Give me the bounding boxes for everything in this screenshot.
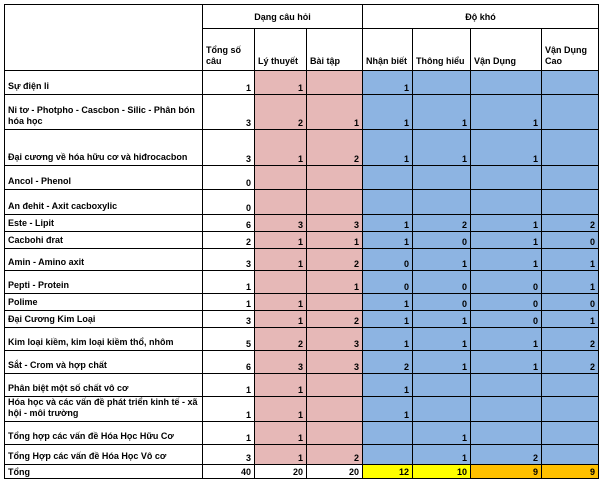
- row-topic-name: Phân biệt một số chất vô cơ: [5, 374, 203, 397]
- cell-bai-tap: 3: [307, 215, 363, 232]
- cell-tong: 1: [203, 422, 255, 445]
- cell-ly-thuyet: [255, 190, 307, 215]
- cell-ly-thuyet: [255, 166, 307, 190]
- cell-van-dung-cao: 1: [542, 311, 599, 328]
- header-empty-cell: [5, 5, 203, 71]
- header-dang-cau-hoi: Dạng câu hỏi: [203, 5, 363, 29]
- cell-thong-hieu: 1: [413, 445, 471, 465]
- header-do-kho: Độ khó: [363, 5, 599, 29]
- cell-tong: 2: [203, 232, 255, 249]
- cell-ly-thuyet: 2: [255, 328, 307, 351]
- table-row: [5, 351, 599, 374]
- table-row: [5, 294, 599, 311]
- row-topic-name: Đại Cương Kim Loại: [5, 311, 203, 328]
- cell-bai-tap: 1: [307, 95, 363, 130]
- cell-van-dung-cao: [542, 397, 599, 422]
- cell-thong-hieu: [413, 397, 471, 422]
- header-group-row: [5, 5, 599, 29]
- cell-nhan-biet: 1: [363, 95, 413, 130]
- cell-van-dung: 1: [471, 249, 542, 271]
- row-topic-name: Tổng Hợp các vấn đề Hóa Học Vô cơ: [5, 445, 203, 465]
- cell-van-dung: 0: [471, 294, 542, 311]
- cell-nhan-biet: 1: [363, 232, 413, 249]
- total-label: Tổng: [5, 465, 203, 479]
- table-row: [5, 328, 599, 351]
- cell-nhan-biet: 1: [363, 311, 413, 328]
- cell-van-dung: [471, 397, 542, 422]
- cell-ly-thuyet: 1: [255, 397, 307, 422]
- row-topic-name: Polime: [5, 294, 203, 311]
- cell-van-dung: 1: [471, 232, 542, 249]
- cell-nhan-biet: 0: [363, 249, 413, 271]
- cell-tong: 1: [203, 294, 255, 311]
- cell-ly-thuyet: 3: [255, 351, 307, 374]
- col-header-van-dung-cao: Vận Dụng Cao: [542, 29, 599, 71]
- cell-thong-hieu: 1: [413, 311, 471, 328]
- table-row: [5, 374, 599, 397]
- row-topic-name: Sắt - Crom và hợp chất: [5, 351, 203, 374]
- cell-ly-thuyet: 3: [255, 215, 307, 232]
- col-header-tong-so-cau: Tổng số câu: [203, 29, 255, 71]
- cell-van-dung-cao: 2: [542, 215, 599, 232]
- cell-bai-tap: 2: [307, 311, 363, 328]
- total-cell-van-dung: 9: [471, 465, 542, 479]
- cell-thong-hieu: 1: [413, 328, 471, 351]
- total-cell-bai-tap: 20: [307, 465, 363, 479]
- cell-nhan-biet: 1: [363, 328, 413, 351]
- total-cell-tong: 40: [203, 465, 255, 479]
- cell-nhan-biet: 1: [363, 374, 413, 397]
- cell-van-dung: 1: [471, 130, 542, 166]
- cell-van-dung: [471, 422, 542, 445]
- cell-thong-hieu: 1: [413, 351, 471, 374]
- cell-tong: 1: [203, 397, 255, 422]
- cell-van-dung: [471, 374, 542, 397]
- cell-tong: 3: [203, 249, 255, 271]
- cell-ly-thuyet: 1: [255, 232, 307, 249]
- table-row: [5, 71, 599, 95]
- cell-tong: 3: [203, 445, 255, 465]
- row-topic-name: Ni tơ - Photpho - Cascbon - Silic - Phân bón hóa học: [5, 95, 203, 130]
- cell-bai-tap: 2: [307, 445, 363, 465]
- cell-ly-thuyet: [255, 271, 307, 294]
- cell-van-dung: 2: [471, 445, 542, 465]
- cell-bai-tap: 1: [307, 232, 363, 249]
- total-row: [5, 465, 599, 479]
- cell-bai-tap: [307, 166, 363, 190]
- cell-nhan-biet: 1: [363, 397, 413, 422]
- cell-thong-hieu: 1: [413, 130, 471, 166]
- cell-van-dung-cao: 2: [542, 328, 599, 351]
- row-topic-name: Đại cương về hóa hữu cơ và hiđrocacbon: [5, 130, 203, 166]
- cell-nhan-biet: 1: [363, 71, 413, 95]
- total-cell-nhan-biet: 12: [363, 465, 413, 479]
- col-header-bai-tap: Bài tập: [307, 29, 363, 71]
- cell-van-dung: 1: [471, 351, 542, 374]
- cell-tong: 1: [203, 71, 255, 95]
- cell-thong-hieu: 0: [413, 271, 471, 294]
- cell-thong-hieu: 1: [413, 422, 471, 445]
- cell-van-dung: 1: [471, 215, 542, 232]
- row-topic-name: Tổng hợp các vấn đề Hóa Học Hữu Cơ: [5, 422, 203, 445]
- table-row: [5, 422, 599, 445]
- table-row: [5, 249, 599, 271]
- cell-van-dung-cao: 0: [542, 232, 599, 249]
- cell-van-dung: 0: [471, 271, 542, 294]
- total-cell-thong-hieu: 10: [413, 465, 471, 479]
- cell-ly-thuyet: 1: [255, 71, 307, 95]
- cell-tong: 5: [203, 328, 255, 351]
- cell-nhan-biet: 1: [363, 215, 413, 232]
- cell-tong: 0: [203, 166, 255, 190]
- cell-bai-tap: [307, 374, 363, 397]
- col-header-nhan-biet: Nhận biết: [363, 29, 413, 71]
- cell-bai-tap: [307, 294, 363, 311]
- cell-nhan-biet: 0: [363, 271, 413, 294]
- cell-van-dung-cao: [542, 445, 599, 465]
- cell-van-dung-cao: 1: [542, 271, 599, 294]
- col-header-van-dung: Vận Dụng: [471, 29, 542, 71]
- cell-nhan-biet: [363, 166, 413, 190]
- cell-van-dung-cao: [542, 166, 599, 190]
- cell-thong-hieu: 0: [413, 294, 471, 311]
- cell-van-dung-cao: [542, 374, 599, 397]
- row-topic-name: An đehit - Axit cacboxylic: [5, 190, 203, 215]
- cell-nhan-biet: [363, 422, 413, 445]
- cell-tong: 6: [203, 351, 255, 374]
- cell-tong: 3: [203, 95, 255, 130]
- table-row: [5, 445, 599, 465]
- cell-thong-hieu: [413, 166, 471, 190]
- cell-van-dung-cao: [542, 95, 599, 130]
- cell-thong-hieu: [413, 374, 471, 397]
- row-topic-name: Pepti - Protein: [5, 271, 203, 294]
- row-topic-name: Hóa học và các vấn đề phát triển kinh tế - xã hội - môi trường: [5, 397, 203, 422]
- row-topic-name: Ancol - Phenol: [5, 166, 203, 190]
- row-topic-name: Este - Lipit: [5, 215, 203, 232]
- table-row: [5, 95, 599, 130]
- cell-ly-thuyet: 2: [255, 95, 307, 130]
- table-row: [5, 130, 599, 166]
- cell-van-dung-cao: 1: [542, 249, 599, 271]
- cell-bai-tap: [307, 190, 363, 215]
- row-topic-name: Cacbohi đrat: [5, 232, 203, 249]
- cell-van-dung: [471, 166, 542, 190]
- cell-ly-thuyet: 1: [255, 374, 307, 397]
- cell-tong: 1: [203, 374, 255, 397]
- cell-van-dung: [471, 190, 542, 215]
- cell-van-dung: [471, 71, 542, 95]
- cell-bai-tap: [307, 397, 363, 422]
- cell-bai-tap: [307, 71, 363, 95]
- cell-van-dung: 1: [471, 328, 542, 351]
- row-topic-name: Kim loại kiềm, kim loại kiềm thổ, nhôm: [5, 328, 203, 351]
- table-row: [5, 271, 599, 294]
- table-row: [5, 311, 599, 328]
- cell-van-dung-cao: 2: [542, 351, 599, 374]
- cell-van-dung-cao: [542, 71, 599, 95]
- cell-thong-hieu: 1: [413, 95, 471, 130]
- cell-ly-thuyet: 1: [255, 445, 307, 465]
- chemistry-matrix-table: [4, 4, 599, 479]
- cell-bai-tap: 2: [307, 249, 363, 271]
- cell-nhan-biet: [363, 190, 413, 215]
- table-row: [5, 166, 599, 190]
- table-row: [5, 190, 599, 215]
- cell-bai-tap: [307, 422, 363, 445]
- table-row: [5, 397, 599, 422]
- cell-ly-thuyet: 1: [255, 422, 307, 445]
- cell-bai-tap: 1: [307, 271, 363, 294]
- col-header-thong-hieu: Thông hiểu: [413, 29, 471, 71]
- cell-thong-hieu: [413, 190, 471, 215]
- cell-ly-thuyet: 1: [255, 294, 307, 311]
- cell-ly-thuyet: 1: [255, 311, 307, 328]
- cell-van-dung: 0: [471, 311, 542, 328]
- cell-thong-hieu: [413, 71, 471, 95]
- row-topic-name: Amin - Amino axit: [5, 249, 203, 271]
- cell-van-dung-cao: [542, 130, 599, 166]
- cell-thong-hieu: 0: [413, 232, 471, 249]
- cell-tong: 3: [203, 311, 255, 328]
- cell-tong: 3: [203, 130, 255, 166]
- cell-thong-hieu: 2: [413, 215, 471, 232]
- cell-tong: 1: [203, 271, 255, 294]
- cell-van-dung-cao: [542, 422, 599, 445]
- cell-ly-thuyet: 1: [255, 130, 307, 166]
- table-row: [5, 215, 599, 232]
- cell-nhan-biet: 1: [363, 130, 413, 166]
- cell-tong: 0: [203, 190, 255, 215]
- cell-van-dung: 1: [471, 95, 542, 130]
- total-cell-van-dung-cao: 9: [542, 465, 599, 479]
- cell-bai-tap: 2: [307, 130, 363, 166]
- table-row: [5, 232, 599, 249]
- row-topic-name: Sự điện li: [5, 71, 203, 95]
- cell-tong: 6: [203, 215, 255, 232]
- cell-ly-thuyet: 1: [255, 249, 307, 271]
- cell-nhan-biet: [363, 445, 413, 465]
- cell-bai-tap: 3: [307, 328, 363, 351]
- total-cell-ly-thuyet: 20: [255, 465, 307, 479]
- cell-nhan-biet: 1: [363, 294, 413, 311]
- col-header-ly-thuyet: Lý thuyết: [255, 29, 307, 71]
- cell-van-dung-cao: 0: [542, 294, 599, 311]
- cell-nhan-biet: 2: [363, 351, 413, 374]
- cell-van-dung-cao: [542, 190, 599, 215]
- cell-thong-hieu: 1: [413, 249, 471, 271]
- cell-bai-tap: 3: [307, 351, 363, 374]
